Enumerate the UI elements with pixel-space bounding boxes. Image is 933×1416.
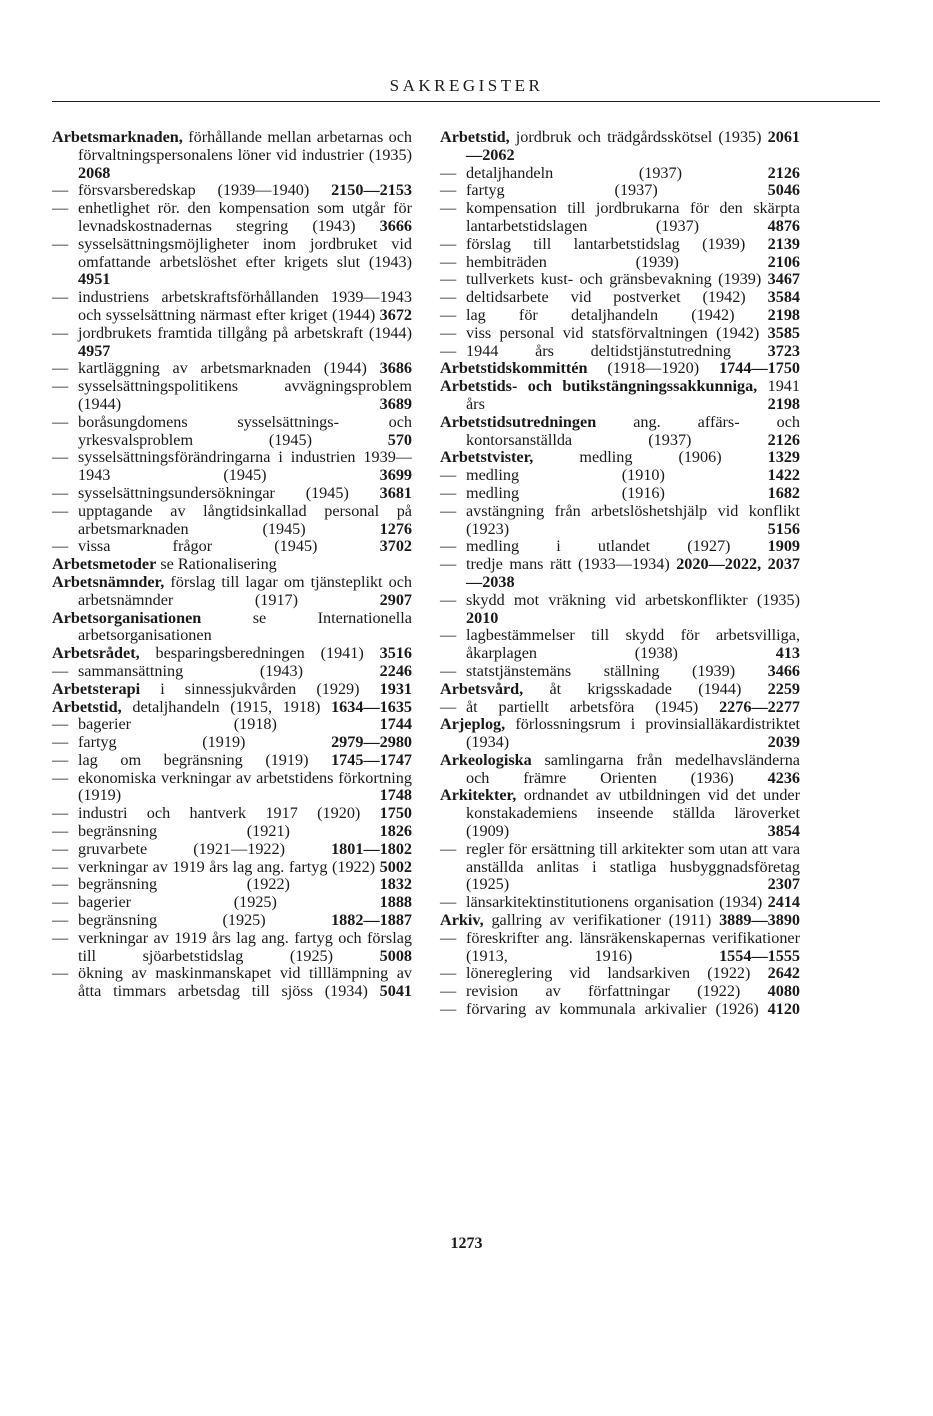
index-entry xyxy=(440,912,800,930)
entry-text: statstjänstemäns ställning (1939) xyxy=(466,661,736,680)
entry-text: begränsning (1922) xyxy=(78,875,290,894)
subentry-dash: — xyxy=(52,483,69,502)
index-entry xyxy=(440,1001,800,1019)
subentry-dash: — xyxy=(440,252,457,271)
entry-text: deltidsarbete vid postverket (1942) xyxy=(466,288,746,307)
page-reference: 1554—1555 xyxy=(719,946,801,965)
index-entry xyxy=(440,592,800,628)
entry-text: ekonomiska verkningar av arbetstidens förkortning (1919) xyxy=(78,768,412,805)
entry-text: upptagande av långtidsinkallad personal på arbetsmarknaden (1945) xyxy=(78,501,412,538)
index-entry xyxy=(52,449,412,485)
page-reference: 2106 xyxy=(767,252,800,271)
entry-text: förslag till lantarbetstidslag (1939) xyxy=(466,234,746,253)
index-entry xyxy=(440,752,800,788)
index-entry xyxy=(52,681,412,699)
page-reference: 1909 xyxy=(767,537,801,556)
page-reference: 3681 xyxy=(379,483,412,502)
page-reference: 2150—2153 xyxy=(331,181,413,200)
page-reference: 1276 xyxy=(379,519,412,538)
page-reference: 3854 xyxy=(767,822,800,841)
subentry-dash: — xyxy=(440,661,457,680)
subentry-dash: — xyxy=(440,323,457,342)
subentry-dash: — xyxy=(440,501,457,520)
entry-text: åt krigsskadade (1944) xyxy=(523,679,742,698)
subentry-dash: — xyxy=(52,893,69,912)
entry-text: förlossningsrum i provinsialläkardistriktet (1934) xyxy=(466,715,800,752)
entry-text: industri och hantverk 1917 (1920) xyxy=(78,804,361,823)
subentry-dash: — xyxy=(52,501,69,520)
page-reference: 1745—1747 xyxy=(331,750,412,769)
entry-text: se Rationalisering xyxy=(156,555,277,574)
index-entry xyxy=(52,538,412,556)
subentry-dash: — xyxy=(52,323,69,342)
page-reference: 3584 xyxy=(767,288,800,307)
subentry-dash: — xyxy=(52,857,69,876)
index-entry xyxy=(440,467,800,485)
entry-text: besparingsberedningen (1941) xyxy=(139,644,364,663)
index-entry xyxy=(52,236,412,289)
index-entry xyxy=(440,965,800,983)
subentry-dash: — xyxy=(52,199,69,218)
index-entry xyxy=(52,770,412,806)
entry-text: detaljhandeln (1915, 1918) xyxy=(121,697,321,716)
entry-text: lagbestämmelser till skydd för arbetsvilliga, åkarplagen (1938) xyxy=(466,626,800,663)
entry-text: fartyg (1937) xyxy=(466,181,658,200)
entry-text: samlingarna från medelhavsländerna och främre Orienten (1936) xyxy=(466,750,800,787)
subentry-dash: — xyxy=(440,163,457,182)
page-reference: 2259 xyxy=(767,679,801,698)
index-column-left xyxy=(52,129,412,1001)
index-entry xyxy=(52,610,412,646)
entry-text: medling i utlandet (1927) xyxy=(466,537,731,556)
entry-text: tullverkets kust- och gränsbevakning (1939) xyxy=(466,270,762,289)
index-entry xyxy=(52,859,412,877)
page-reference: 3689 xyxy=(379,394,412,413)
page-reference: 2068 xyxy=(78,163,111,182)
page-reference: 1801—1802 xyxy=(331,839,412,858)
index-entry xyxy=(440,699,800,717)
subentry-dash: — xyxy=(52,911,69,930)
entry-text: sysselsättningsförändringarna i industrien 1939—1943 (1945) xyxy=(78,448,412,485)
entry-text: 1944 års deltidstjänstutredning xyxy=(466,341,731,360)
index-entry xyxy=(440,627,800,663)
entry-text: sysselsättningsundersökningar (1945) xyxy=(78,483,349,502)
subentry-dash: — xyxy=(440,839,457,858)
page-reference: 3702 xyxy=(379,537,413,556)
index-entry xyxy=(52,752,412,770)
page-reference: 4236 xyxy=(767,768,801,787)
index-entry xyxy=(52,699,412,717)
page-reference: 3516 xyxy=(379,644,412,663)
subentry-dash: — xyxy=(52,964,69,983)
index-entry xyxy=(440,289,800,307)
subentry-dash: — xyxy=(52,928,69,947)
page-reference: 2246 xyxy=(379,661,413,680)
entry-text: bagerier (1918) xyxy=(78,715,277,734)
entry-text: se Internationella arbetsorganisationen xyxy=(78,608,412,645)
page-reference: 2642 xyxy=(767,964,800,983)
page-reference: 3467 xyxy=(767,270,801,289)
index-entry xyxy=(52,360,412,378)
page-reference: 2126 xyxy=(767,163,801,182)
index-entry xyxy=(52,805,412,823)
subentry-dash: — xyxy=(440,199,457,218)
entry-headword: Arbetsvård, xyxy=(440,679,524,698)
page-reference: 5008 xyxy=(379,946,412,965)
index-entry xyxy=(52,289,412,325)
entry-headword: Arkeologiska xyxy=(440,750,532,769)
index-entry xyxy=(52,965,412,1001)
entry-headword: Arbetstidsutredningen xyxy=(440,412,597,431)
entry-headword: Arbetsrådet, xyxy=(52,644,140,663)
subentry-dash: — xyxy=(440,305,457,324)
index-entry xyxy=(52,716,412,734)
index-entry xyxy=(440,165,800,183)
subentry-dash: — xyxy=(440,270,457,289)
entry-headword: Arbetsterapi xyxy=(52,679,141,698)
subentry-dash: — xyxy=(52,412,69,431)
index-entry xyxy=(52,378,412,414)
page-reference: 2126 xyxy=(767,430,800,449)
page-reference: 5002 xyxy=(379,857,412,876)
page-reference: 1888 xyxy=(379,893,412,912)
page-reference: 1748 xyxy=(379,786,412,805)
page-reference: 2010 xyxy=(466,608,499,627)
entry-headword: Arbetsnämnder, xyxy=(52,572,165,591)
page-reference: 3585 xyxy=(767,323,801,342)
page-reference: 3699 xyxy=(379,466,412,485)
entry-text: begränsning (1921) xyxy=(78,822,290,841)
page-title: SAKREGISTER xyxy=(389,76,544,95)
entry-text: verkningar av 1919 års lag ang. fartyg (1922) xyxy=(78,857,376,876)
index-entry xyxy=(52,414,412,450)
subentry-dash: — xyxy=(440,288,457,307)
index-entry xyxy=(440,360,800,378)
page-reference: 1832 xyxy=(379,875,412,894)
index-entry xyxy=(52,325,412,361)
entry-text: viss personal vid statsförvaltningen (1942) xyxy=(466,323,760,342)
index-entry xyxy=(52,823,412,841)
entry-text: fartyg (1919) xyxy=(78,733,246,752)
index-entry xyxy=(52,556,412,574)
page-reference: 3723 xyxy=(767,341,800,360)
entry-text: medling (1906) xyxy=(533,448,722,467)
entry-headword: Arbetstidskommittén xyxy=(440,359,588,378)
entry-text: förslag till lagar om tjänsteplikt och arbetsnämnder (1917) xyxy=(78,572,412,609)
index-entry xyxy=(440,485,800,503)
page-reference: 4120 xyxy=(767,1000,800,1019)
page-reference: 3466 xyxy=(767,661,800,680)
entry-text: lag för detaljhandeln (1942) xyxy=(466,305,735,324)
entry-text: i sinnessjukvården (1929) xyxy=(140,679,360,698)
subentry-dash: — xyxy=(52,875,69,894)
entry-text: föreskrifter ang. länsräkenskapernas verifikationer (1913, 1916) xyxy=(466,928,800,965)
page-reference: 4957 xyxy=(78,341,111,360)
page-reference: 570 xyxy=(387,430,412,449)
entry-text: medling (1910) xyxy=(466,466,665,485)
entry-text: tredje mans rätt (1933—1934) xyxy=(466,555,670,574)
subentry-dash: — xyxy=(52,715,69,734)
entry-text: jordbruk och trädgårdsskötsel (1935) xyxy=(509,128,762,146)
index-entry xyxy=(440,200,800,236)
entry-text: enhetlighet rör. den kompensation som utgår för levnadskostnadernas stegring (1943) xyxy=(78,199,412,235)
entry-headword: Arkitekter, xyxy=(440,786,517,805)
index-entry xyxy=(440,325,800,343)
index-entry xyxy=(52,129,412,182)
page-reference: 2139 xyxy=(767,234,800,253)
page-reference: 1329 xyxy=(767,448,800,467)
subentry-dash: — xyxy=(440,234,457,253)
entry-text: vissa frågor (1945) xyxy=(78,537,318,556)
entry-headword: Arbetstids- och butikstängningssakkunniga, xyxy=(440,377,758,396)
subentry-dash: — xyxy=(440,697,457,716)
index-entry xyxy=(52,894,412,912)
subentry-dash: — xyxy=(52,537,69,556)
entry-text: sysselsättningsmöjligheter inom jordbruket vid omfattande arbetslöshet efter krigets slut (1943) xyxy=(78,234,412,271)
entry-text: förhållande mellan arbetarnas och förvaltningspersonalens löner vid industrier (1935) xyxy=(78,128,412,164)
subentry-dash: — xyxy=(52,359,69,378)
index-entry xyxy=(52,200,412,236)
index-entry xyxy=(440,556,800,592)
index-entry xyxy=(440,841,800,894)
index-entry xyxy=(52,841,412,859)
entry-text: 1941 års xyxy=(466,377,800,413)
page-reference: 1422 xyxy=(767,466,800,485)
page-reference: 4951 xyxy=(78,270,111,289)
index-entry xyxy=(440,787,800,840)
subentry-dash: — xyxy=(440,483,457,502)
entry-text: gallring av verifikationer (1911) xyxy=(483,911,712,930)
index-entry xyxy=(52,645,412,663)
subentry-dash: — xyxy=(440,928,457,947)
page-reference: 2198 xyxy=(767,394,800,413)
page-reference: 5041 xyxy=(379,982,413,1001)
subentry-dash: — xyxy=(440,893,457,912)
entry-text: industriens arbetskraftsförhållanden 1939—1943 och sysselsättning närmast efter kriget (1944) xyxy=(78,288,412,324)
entry-text: lönereglering vid landsarkiven (1922) xyxy=(466,964,751,983)
index-entry xyxy=(52,734,412,752)
page-reference: 2414 xyxy=(767,893,800,912)
index-entry xyxy=(52,912,412,930)
entry-text: (1918—1920) xyxy=(587,359,700,378)
index-entry xyxy=(440,503,800,539)
subentry-dash: — xyxy=(440,181,457,200)
page-reference: 2039 xyxy=(767,733,800,752)
index-entry xyxy=(440,236,800,254)
index-entry xyxy=(52,485,412,503)
index-entry xyxy=(440,129,800,165)
entry-text: medling (1916) xyxy=(466,483,665,502)
entry-text: jordbrukets framtida tillgång på arbetskraft (1944) xyxy=(78,323,412,342)
subentry-dash: — xyxy=(52,288,69,307)
entry-text: ang. affärs- och kontorsanställda (1937) xyxy=(466,412,800,449)
entry-text: bagerier (1925) xyxy=(78,893,277,912)
index-entry xyxy=(440,449,800,467)
subentry-dash: — xyxy=(440,537,457,556)
index-entry xyxy=(52,876,412,894)
subentry-dash: — xyxy=(52,661,69,680)
entry-headword: Arbetstid, xyxy=(440,128,510,146)
entry-text: förvaring av kommunala arkivalier (1926) xyxy=(466,1000,759,1019)
page-reference: 5046 xyxy=(767,181,800,200)
index-entry xyxy=(440,983,800,1001)
index-entry xyxy=(440,271,800,289)
page-reference: 3889—3890 xyxy=(719,911,801,930)
page-reference: 3686 xyxy=(379,359,412,378)
page-reference: 2198 xyxy=(767,305,800,324)
page-reference: 413 xyxy=(775,644,800,663)
page-reference: 2907 xyxy=(379,590,412,609)
page-reference: 1882—1887 xyxy=(331,911,412,930)
page-reference: 1750 xyxy=(379,804,413,823)
entry-text: försvarsberedskap (1939—1940) xyxy=(78,181,310,200)
entry-text: detaljhandeln (1937) xyxy=(466,163,682,182)
entry-text: regler för ersättning till arkitekter som utan att vara anställda anlitas i statliga husbyggnadsföretag (1925) xyxy=(466,839,800,894)
page-reference: 1931 xyxy=(379,679,412,698)
entry-text: kartläggning av arbetsmarknaden (1944) xyxy=(78,359,367,378)
entry-headword: Arbetsorganisationen xyxy=(52,608,202,627)
entry-text: åt partiellt arbetsföra (1945) xyxy=(466,697,699,716)
index-entry xyxy=(52,663,412,681)
page-reference: 1634—1635 xyxy=(331,697,413,716)
page-reference: 4080 xyxy=(767,982,800,1001)
entry-text: boråsungdomens sysselsättnings- och yrkesvalsproblem (1945) xyxy=(78,412,412,449)
index-entry xyxy=(440,254,800,272)
subentry-dash: — xyxy=(52,234,69,253)
index-entry xyxy=(440,716,800,752)
page-reference: 2307 xyxy=(767,875,800,894)
subentry-dash: — xyxy=(52,839,69,858)
subentry-dash: — xyxy=(52,804,69,823)
index-entry xyxy=(440,343,800,361)
page-reference: 2276—2277 xyxy=(719,697,801,716)
entry-text: skydd mot vräkning vid arbetskonflikter (1935) xyxy=(466,590,800,609)
entry-text: revision av författningar (1922) xyxy=(466,982,741,1001)
index-entry xyxy=(440,663,800,681)
index-entry xyxy=(440,378,800,414)
entry-headword: Arkiv, xyxy=(440,911,484,930)
entry-text: ordnandet av utbildningen vid det under konstakademiens inseende ställda läroverket (1909) xyxy=(466,786,800,841)
entry-text: sysselsättningspolitikens avvägningsproblem (1944) xyxy=(78,377,412,413)
subentry-dash: — xyxy=(52,733,69,752)
entry-text: avstängning från arbetslöshetshjälp vid konflikt (1923) xyxy=(466,501,800,538)
index-entry xyxy=(440,538,800,556)
entry-text: hembiträden (1939) xyxy=(466,252,679,271)
entry-headword: Arbetsmetoder xyxy=(52,555,157,574)
index-entry xyxy=(52,574,412,610)
index-entry xyxy=(440,681,800,699)
index-entry xyxy=(52,182,412,200)
entry-headword: Arbetstid, xyxy=(52,697,122,716)
subentry-dash: — xyxy=(440,466,457,485)
page-reference: 1826 xyxy=(379,822,412,841)
entry-text: gruvarbete (1921—1922) xyxy=(78,839,285,858)
entry-text: begränsning (1925) xyxy=(78,911,266,930)
page-reference: 1682 xyxy=(767,483,800,502)
page-reference: 1744—1750 xyxy=(719,359,801,378)
entry-text: sammansättning (1943) xyxy=(78,661,303,680)
index-entry xyxy=(440,894,800,912)
page-reference: 1744 xyxy=(379,715,412,734)
entry-headword: Arbetstvister, xyxy=(440,448,534,467)
entry-text: kompensation till jordbrukarna för den skärpta lantarbetstidslagen (1937) xyxy=(466,199,800,235)
subentry-dash: — xyxy=(52,768,69,787)
entry-headword: Arbetsmarknaden, xyxy=(52,128,183,146)
page-number: 1273 xyxy=(450,1235,483,1252)
index-entry xyxy=(52,503,412,539)
entry-text: lag om begränsning (1919) xyxy=(78,750,309,769)
page-reference: 2979—2980 xyxy=(331,733,412,752)
subentry-dash: — xyxy=(440,626,457,645)
page-reference: 3672 xyxy=(379,305,413,324)
index-column-right xyxy=(440,129,800,1019)
index-entry xyxy=(440,182,800,200)
subentry-dash: — xyxy=(440,1000,457,1019)
page-reference: 3666 xyxy=(379,216,413,235)
subentry-dash: — xyxy=(52,377,69,396)
page-reference: 2061—2062 xyxy=(466,128,800,164)
subentry-dash: — xyxy=(440,555,457,574)
subentry-dash: — xyxy=(52,181,69,200)
entry-text: verkningar av 1919 års lag ang. fartyg och förslag till sjöarbetstidslag (1925) xyxy=(78,928,412,965)
subentry-dash: — xyxy=(440,982,457,1001)
page-reference: 5156 xyxy=(767,519,800,538)
subentry-dash: — xyxy=(440,590,457,609)
subentry-dash: — xyxy=(52,448,69,467)
index-entry xyxy=(52,930,412,966)
subentry-dash: — xyxy=(52,750,69,769)
entry-text: länsarkitektinstitutionens organisation (1934) xyxy=(466,893,763,912)
subentry-dash: — xyxy=(440,341,457,360)
page-reference: 2020—2022, 2037—2038 xyxy=(466,555,801,591)
subentry-dash: — xyxy=(440,964,457,983)
subentry-dash: — xyxy=(52,822,69,841)
index-entry xyxy=(440,414,800,450)
page-reference: 4876 xyxy=(767,216,800,235)
entry-headword: Arjeplog, xyxy=(440,715,506,734)
index-entry xyxy=(440,307,800,325)
header-rule xyxy=(52,101,880,102)
index-entry xyxy=(440,930,800,966)
entry-text: ökning av maskinmanskapet vid tilllämpning av åtta timmars arbetsdag till sjöss (1934) xyxy=(78,964,412,1001)
